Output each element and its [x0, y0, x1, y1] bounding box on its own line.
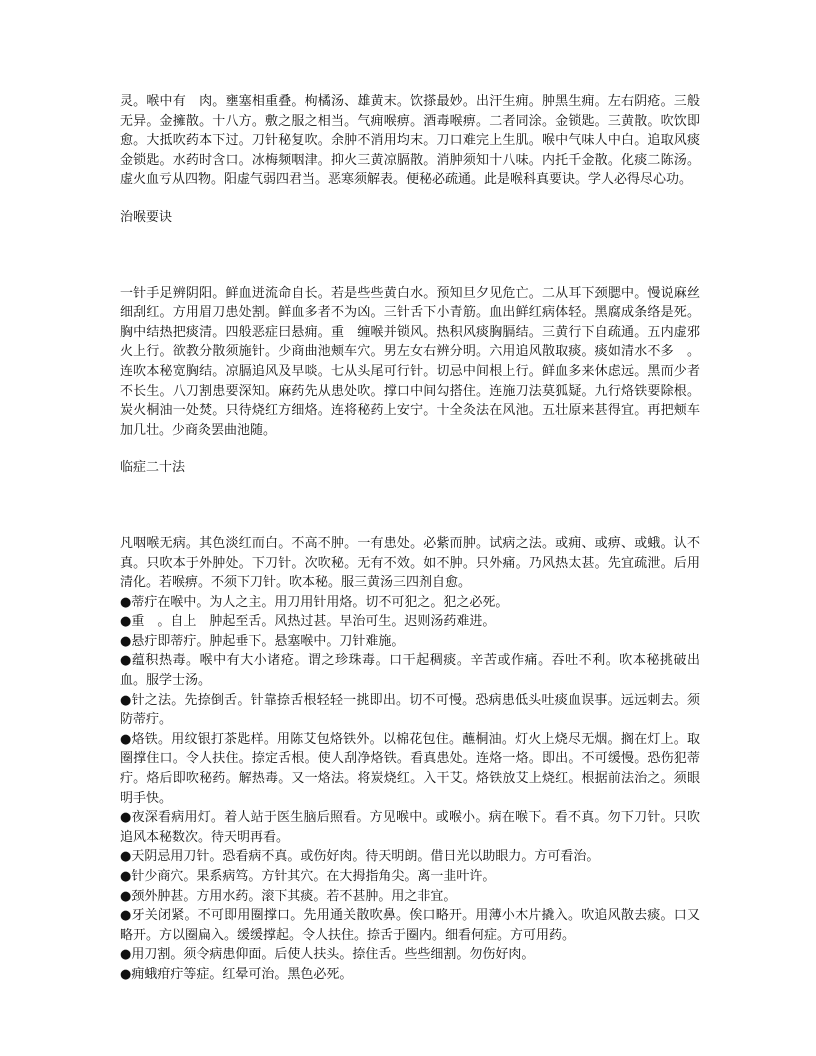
method-list — [120, 593, 700, 985]
list-item — [120, 730, 700, 808]
list-item — [120, 593, 700, 613]
document-page — [120, 92, 700, 985]
bullet-icon: ● — [120, 594, 132, 610]
intro-paragraph: 凡咽喉无病。其色淡红而白。不高不肿。一有患处。必紫而肿。试病之法。或痈、或痹、或蛾。认不真。只吹本于外肿处。下刀针。次吹秘。无有不效。如不肿。只外痛。乃风热太甚。先宜疏泄。后用清化。若喉痹。不须下刀针。吹本秘。服三黄汤三四剂自愈。 — [120, 535, 700, 591]
list-item — [120, 808, 700, 847]
list-item-text: 针之法。先捺倒舌。针靠捺舌根轻轻一挑即出。切不可慢。恐病患低头吐痰血误事。远远刺去。须防蒂疔。 — [120, 692, 700, 728]
body-paragraph: 一针手足辨阴阳。鲜血迸流命自长。若是些些黄白水。预知旦夕见危亡。二从耳下颈腮中。慢说麻丝细刮红。方用眉刀患处割。鲜血多者不为凶。三针舌下小青筋。血出鲜红病体轻。黑腐成条络是死。胸中结热把痰清。四般恶症曰悬痈。重 缠喉并锁风。热积风痰胸膈结。三黄行下自疏通。五内虚邪火上行。欲教分散须施针。少商曲池颊车穴。男左女右辨分明。六用追风散取痰。痰如清水不多 。连吹本秘宽胸结。凉膈追风及早啖。七从头尾可行针。切忌中间根上行。鲜血多来休虑远。黑而少者不长生。八刀割患要深知。麻药先从患处吹。撑口中间勾搭住。连施刀法莫狐疑。九行烙铁要除根。炭火桐油一处焚。只待烧红方细烙。连将秘药上安宁。十全灸法在风池。五壮原来甚得宜。再把颊车加几壮。少商灸罢曲池随。 — [120, 285, 700, 438]
bullet-icon: ● — [120, 869, 132, 884]
list-item-text: 痈蛾疳疔等症。红晕可治。黑色必死。 — [131, 966, 353, 982]
bullet-icon: ● — [120, 810, 132, 826]
list-item — [120, 945, 700, 965]
section-heading: 治喉要诀 — [120, 209, 173, 225]
spacer — [120, 228, 700, 284]
list-item-text: 夜深看病用灯。着人站于医生脑后照看。方见喉中。或喉小。病在喉下。看不真。勿下刀针。只吹追风本秘数次。待天明再看。 — [120, 810, 700, 845]
bullet-icon: ● — [120, 614, 132, 630]
list-item — [120, 632, 700, 652]
list-item-text: 颈外肿甚。方用水药。滚下其痰。若不甚肿。用之非宜。 — [131, 888, 457, 904]
list-item-text: 重 。自上 肿起至舌。风热过甚。早治可生。迟则汤药难进。 — [131, 614, 496, 630]
bullet-icon: ● — [120, 966, 132, 982]
bullet-icon: ● — [120, 908, 132, 924]
list-item-text: 烙铁。用纹银打茶匙样。用陈艾包烙铁外。以棉花包住。蘸桐油。灯火上烧尽无烟。搁在灯上。取圈撑住口。令人扶住。捺定舌根。使人刮净烙铁。看真患处。连烙一烙。即出。不可缓慢。恐伤犯蒂疔。烙后即吹秘药。解热毒。又一烙法。将炭烧红。入干艾。烙铁放艾上烧红。根据前法治之。须眼明手快。 — [120, 731, 700, 806]
bullet-icon: ● — [120, 888, 132, 904]
bullet-icon: ● — [120, 731, 132, 747]
body-paragraph: 灵。喉中有 肉。壅塞相重叠。枸橘汤、雄黄末。饮搽最妙。出汗生痈。肿黑生痈。左右阴疮。三般无异。金擁散。十八方。敷之服之相当。气痈喉痹。酒毒喉痹。二者同涂。金锁匙。三黄散。吹饮即愈。大抵吹药本下过。刀针秘复吹。余肿不消用均末。刀口难完上生肌。喉中气味人中白。追取风痰金锁匙。水药时含口。冰梅频咽津。抑火三黄凉膈散。消肿须知十八味。内托千金散。化痰二陈汤。虚火血亏从四物。阳虚气弱四君当。恶寒须解表。便秘必疏通。此是喉科真要诀。学人必得尽心功。 — [120, 94, 700, 188]
list-item-text: 用刀割。须令病患仰面。后使人扶头。捺住舌。些些细割。勿伤好肉。 — [131, 947, 535, 963]
bullet-icon: ● — [120, 633, 132, 649]
list-item — [120, 847, 700, 867]
list-item-text: 牙关闭紧。不可即用圈撑口。先用通关散吹鼻。俟口略开。用薄小木片撬入。吹追风散去痰。口又略开。方以圈扁入。缓缓撑起。令人扶住。捺舌于圈内。细看何症。方可用药。 — [120, 908, 700, 943]
list-item-text: 蕴积热毒。喉中有大小诸疮。谓之珍珠毒。口干起稠痰。辛苦或作痛。吞吐不利。吹本秘挑破出血。服学士汤。 — [120, 653, 700, 689]
spacer — [120, 478, 700, 534]
spacer — [120, 440, 700, 458]
list-item — [120, 867, 700, 887]
list-item — [120, 887, 700, 907]
list-item-text: 针少商穴。果系病笃。方针其穴。在大拇指角尖。离一韭叶许。 — [131, 869, 496, 884]
bullet-icon: ● — [120, 653, 132, 669]
list-item — [120, 965, 700, 985]
bullet-icon: ● — [120, 849, 132, 865]
list-item — [120, 906, 700, 945]
list-item — [120, 691, 700, 730]
list-item-text: 悬疔即蒂疔。肿起垂下。悬塞喉中。刀针难施。 — [131, 633, 405, 649]
list-item — [120, 612, 700, 632]
bullet-icon: ● — [120, 947, 132, 963]
list-item-text: 蒂疔在喉中。为人之主。用刀用针用烙。切不可犯之。犯之必死。 — [131, 594, 509, 610]
section-heading: 临症二十法 — [120, 460, 186, 476]
bullet-icon: ● — [120, 692, 132, 708]
list-item — [120, 651, 700, 690]
spacer — [120, 190, 700, 208]
list-item-text: 天阴忌用刀针。恐看病不真。或伤好肉。待天明朗。借日光以助眼力。方可看治。 — [131, 849, 600, 865]
